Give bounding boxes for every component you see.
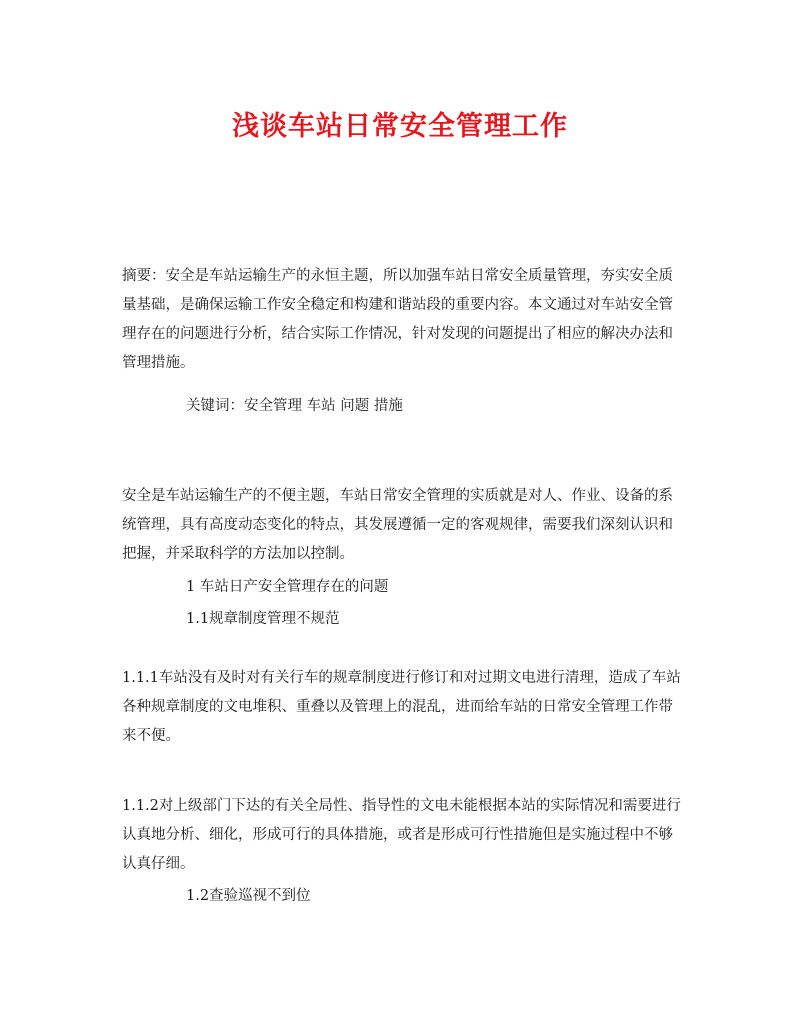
body-paragraph: 1.1.2对上级部门下达的有关全局性、指导性的文电未能根据本站的实际情况和需要进行认真地分析、细化，形成可行的具体措施，或者是形成可行性措施但是实施过程中不够认真仔细。 — [122, 798, 681, 872]
keywords-line: 关键词：安全管理 车站 问题 措施 — [186, 398, 403, 414]
subsection-heading: 1.2查验巡视不到位 — [186, 888, 311, 904]
document-title: 浅谈车站日常安全管理工作 — [232, 111, 568, 142]
abstract-paragraph: 摘要：安全是车站运输生产的永恒主题，所以加强车站日常安全质量管理，夯实安全质量基础，是确保运输工作安全稳定和构建和谐站段的重要内容。本文通过对车站安全管理存在的问题进行分析，结合实际工作情况，针对发现的问题提出了相应的解决办法和管理措施。 — [122, 268, 673, 371]
subsection-heading: 1.1规章制度管理不规范 — [186, 611, 340, 627]
section-heading: 1 车站日产安全管理存在的问题 — [186, 579, 389, 595]
body-paragraph: 1.1.1车站没有及时对有关行车的规章制度进行修订和对过期文电进行清理，造成了车站各种规章制度的文电堆积、重叠以及管理上的混乱，进而给车站的日常安全管理工作带来不便。 — [122, 670, 681, 744]
intro-paragraph: 安全是车站运输生产的不便主题，车站日常安全管理的实质就是对人、作业、设备的系统管理，具有高度动态变化的特点，其发展遵循一定的客观规律，需要我们深刻认识和把握，并采取科学的方法加以控制。 — [122, 488, 673, 562]
